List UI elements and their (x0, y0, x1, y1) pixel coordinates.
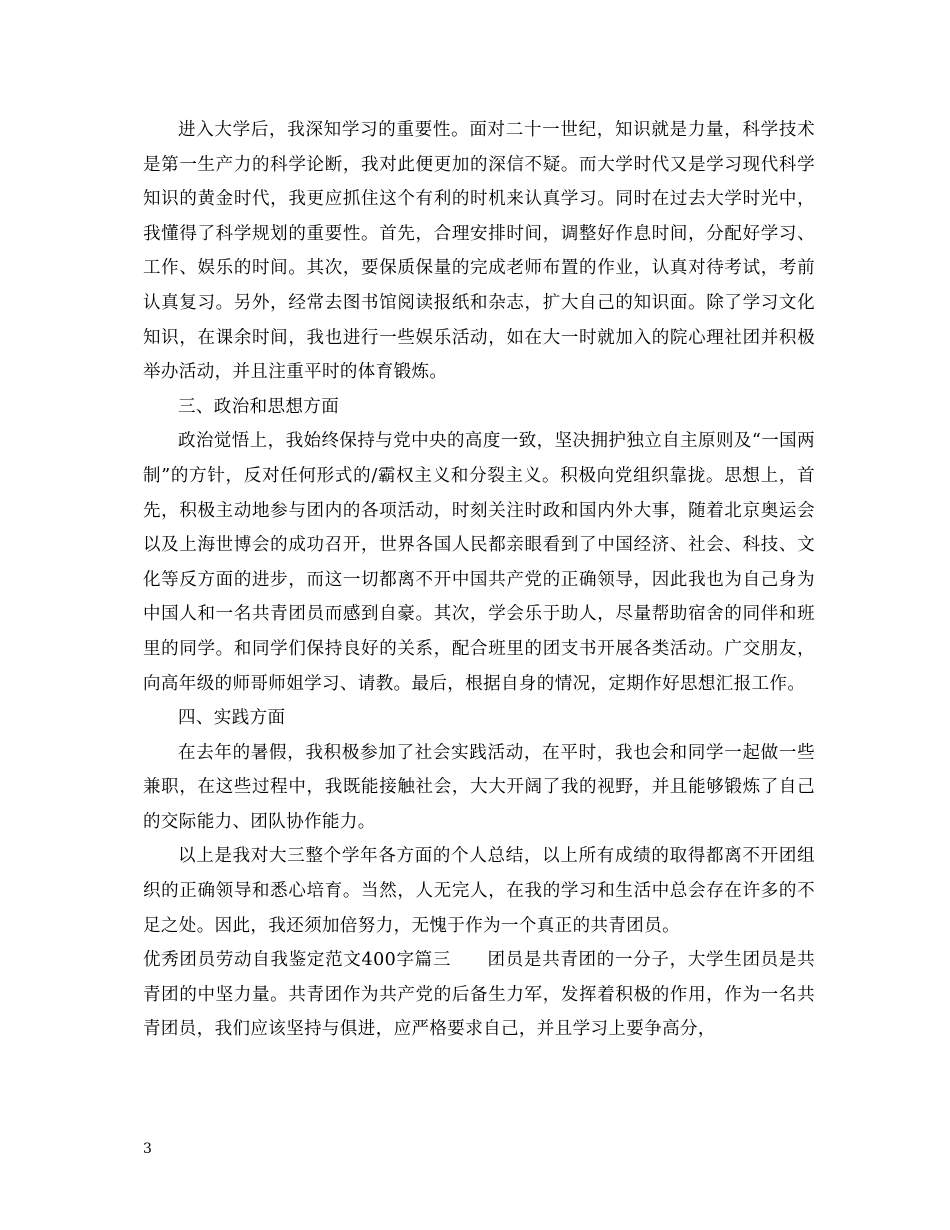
paragraph-politics: 政治觉悟上，我始终保持与党中央的高度一致，坚决拥护独立自主原则及“一国两制”的方针，反对任何形式的/霸权主义和分裂主义。积极向党组织靠拢。思想上，首先，积极主动地参与团内的各项活动，时刻关注时政和国内外大事，随着北京奥运会以及上海世博会的成功召开，世界各国人民都亲眼看到了中国经济、社会、科技、文化等反方面的进步，而这一切都离不开中国共产党的正确领导，因此我也为自己身为中国人和一名共青团员而感到自豪。其次，学会乐于助人，尽量帮助宿舍的同伴和班里的同学。和同学们保持良好的关系，配合班里的团支书开展各类活动。广交朋友，向高年级的师哥师姐学习、请教。最后，根据自身的情况，定期作好思想汇报工作。 (143, 431, 815, 694)
paragraph-essay-three: 优秀团员劳动自我鉴定范文400字篇三 团员是共青团的一分子，大学生团员是共青团的中坚力量。共青团作为共产党的后备生力军，发挥着积极的作用，作为一名共青团员，我们应该坚持与俱进，应严格要求自己，并且学习上要争高分， (143, 950, 815, 1040)
paragraph-study: 进入大学后，我深知学习的重要性。面对二十一世纪，知识就是力量，科学技术是第一生产力的科学论断，我对此便更加的深信不疑。而大学时代又是学习现代科学知识的黄金时代，我更应抓住这个有利的时机来认真学习。同时在过去大学时光中，我懂得了科学规划的重要性。首先，合理安排时间，调整好作息时间，分配好学习、工作、娱乐的时间。其次，要保质保量的完成老师布置的作业，认真对待考试，考前认真复习。另外，经常去图书馆阅读报纸和杂志，扩大自己的知识面。除了学习文化知识，在课余时间，我也进行一些娱乐活动，如在大一时就加入的院心理社团并积极举办活动，并且注重平时的体育锻炼。 (143, 120, 815, 383)
paragraph-summary: 以上是我对大三整个学年各方面的个人总结，以上所有成绩的取得都离不开团组织的正确领导和悉心培育。当然，人无完人，在我的学习和生活中总会存在许多的不足之处。因此，我还须加倍努力，无愧于作为一个真正的共青团员。 (143, 846, 815, 936)
document-body (143, 113, 815, 1047)
heading-politics: 三、政治和思想方面 (178, 396, 340, 417)
heading-practice: 四、实践方面 (178, 708, 286, 729)
paragraph-practice: 在去年的暑假，我积极参加了社会实践活动，在平时，我也会和同学一起做一些兼职，在这些过程中，我既能接触社会，大大开阔了我的视野，并且能够锻炼了自己的交际能力、团队协作能力。 (143, 742, 815, 832)
page-number: 3 (143, 1141, 152, 1157)
